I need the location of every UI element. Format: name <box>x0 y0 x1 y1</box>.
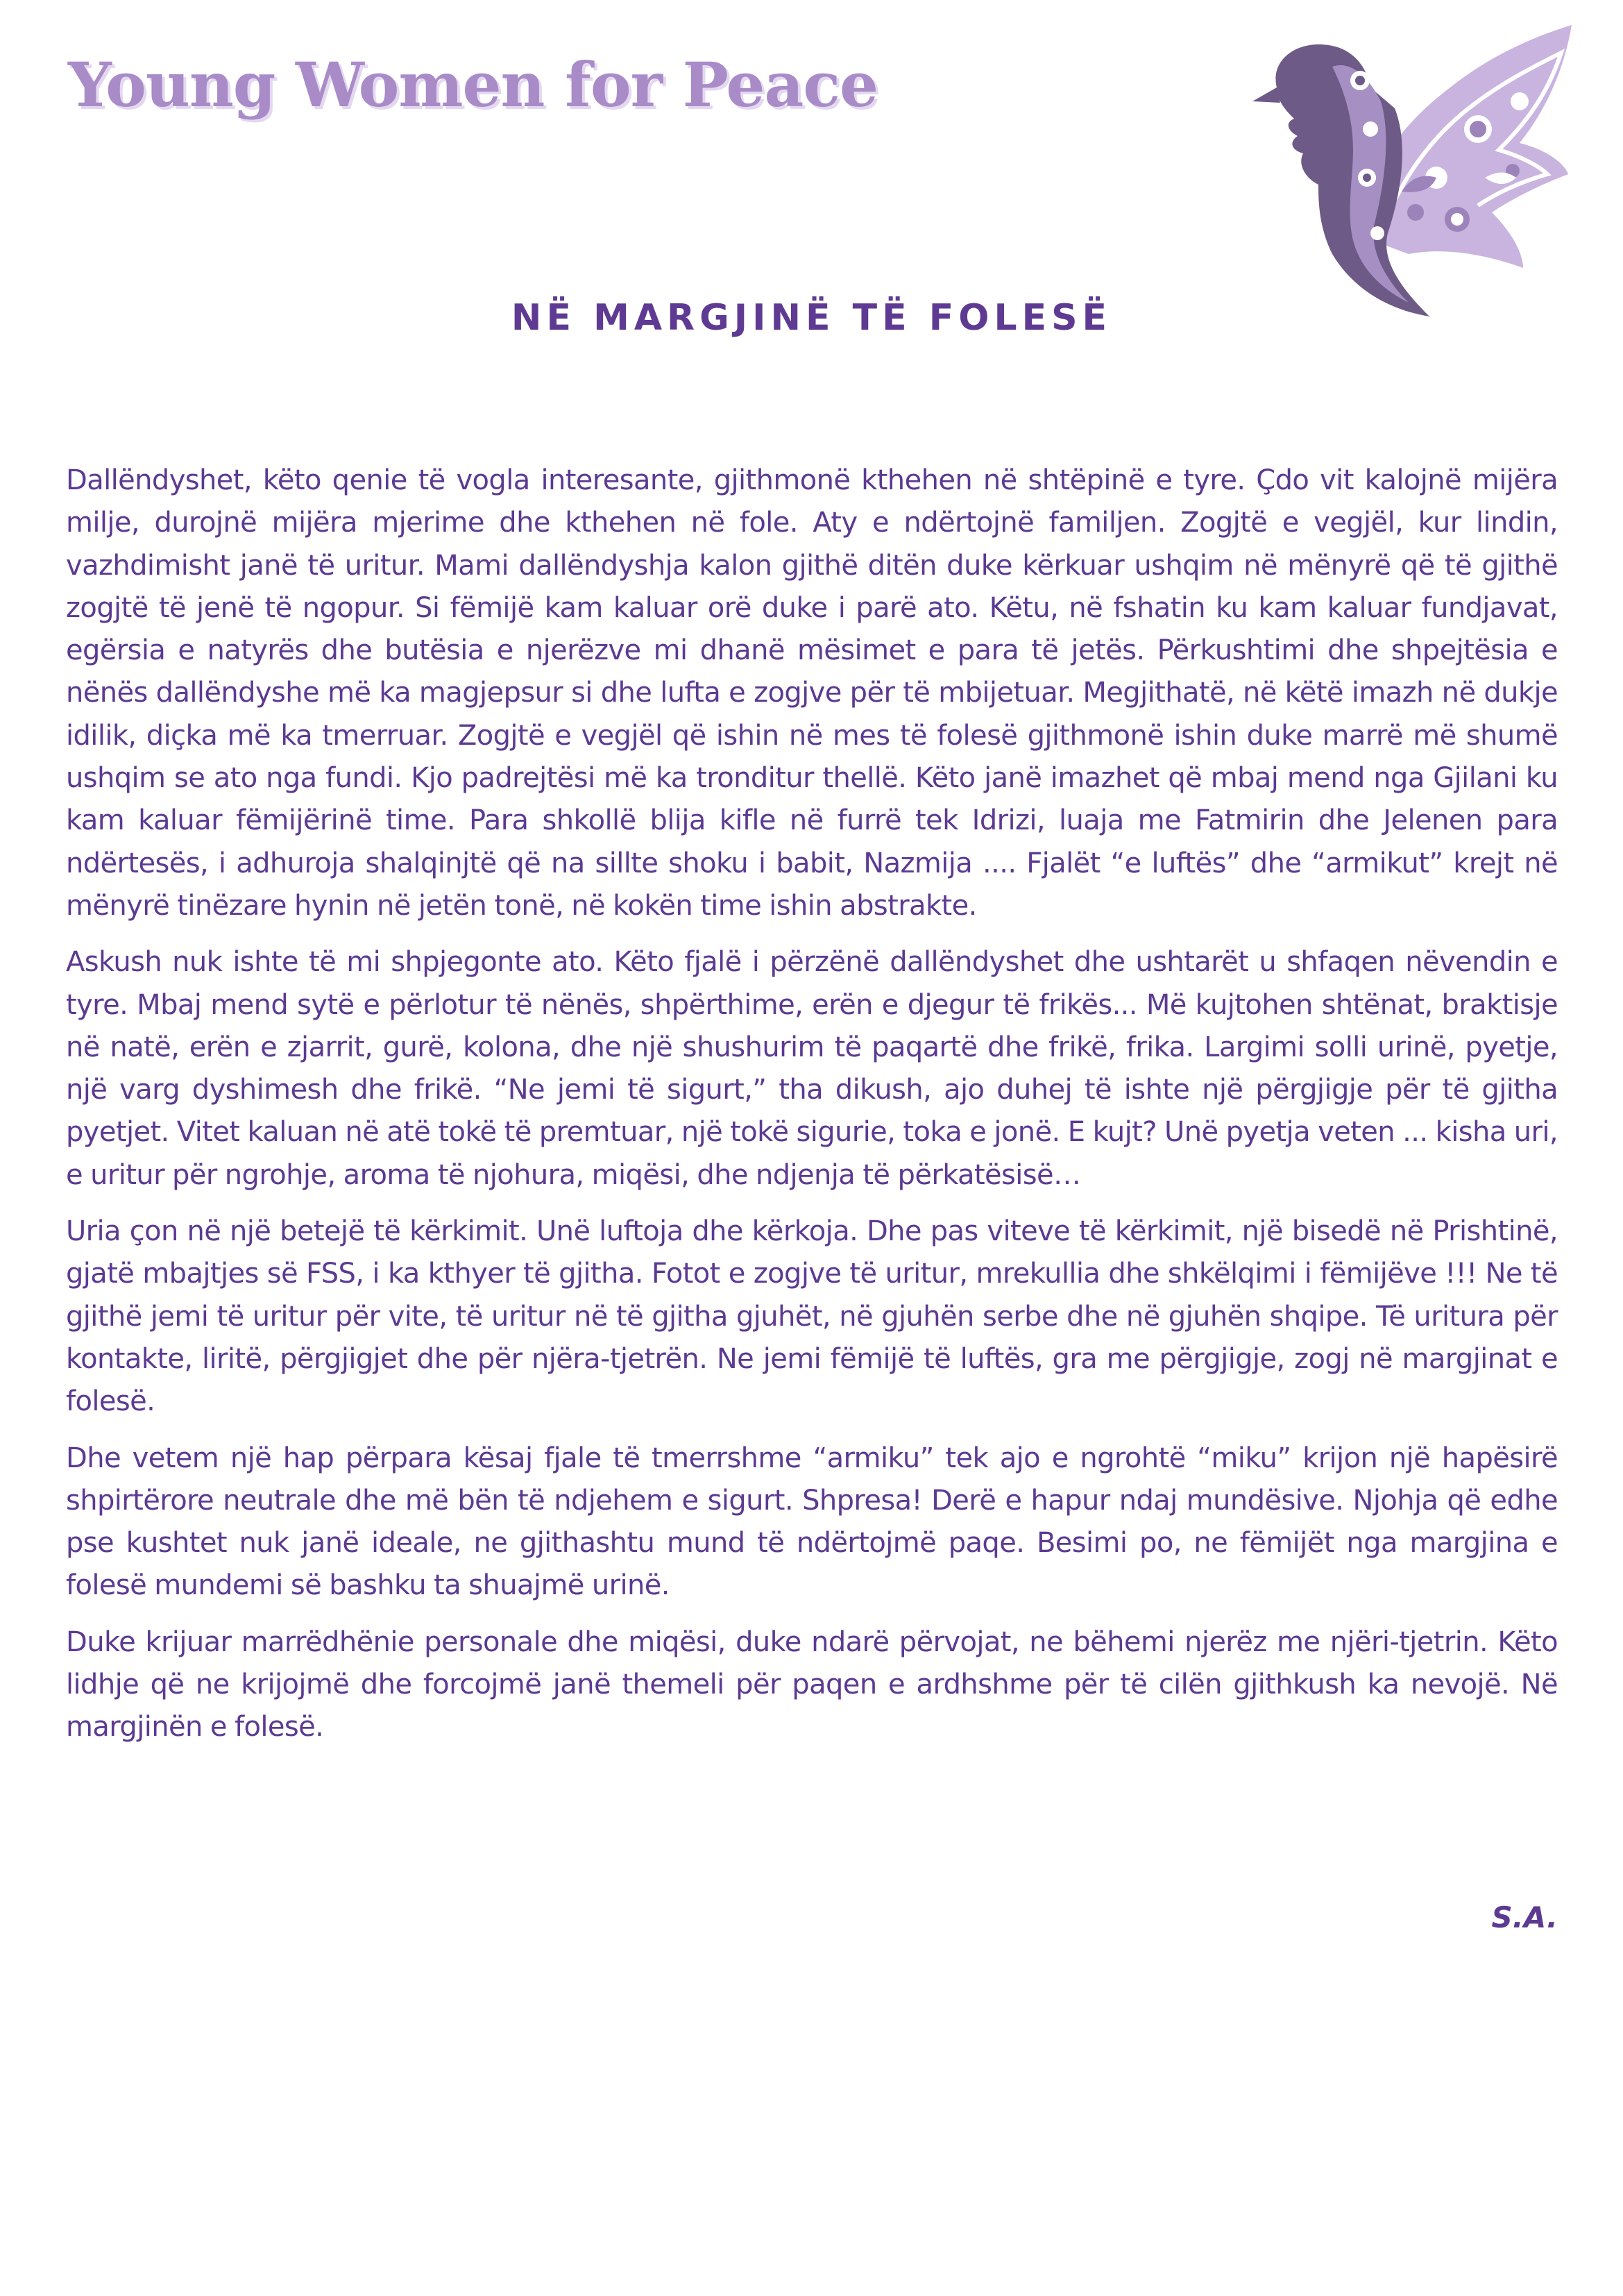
paragraph: Uria çon në një betejë të kërkimit. Unë luftoja dhe kërkoja. Dhe pas viteve të kërkimit, një bisedë në Prishtinë, gjatë mbajtjes së FSS, i ka kthyer të gjitha. Fotot e zogjve të uritur, mrekullia dhe shkëlqimi i fëmijëve !!! Ne të gjithë jemi të uritur për vite, të uritur në të gjitha gjuhët, në gjuhën serbe dhe në gjuhën shqipe. Të uritura për kontakte, liritë, përgjigjet dhe për njëra-tjetrën. Ne jemi fëmijë të luftës, gra me përgjigje, zogj në margjinat e folesë. <box>66 1215 1558 1418</box>
brand-title: Young Women for Peace <box>68 49 878 121</box>
paragraph: Dhe vetem një hap përpara kësaj fjale të tmerrshme “armiku” tek ajo e ngrohtë “miku” krijon një hapësirë shpirtërore neutrale dhe më bën të ndjehem e sigurt. Shpresa! Derë e hapur ndaj mundësive. Njohja që edhe pse kushtet nuk janë ideale, ne gjithashtu mund të ndërtojmë paqe. Besimi po, ne fëmijët nga margjina e folesë mundemi së bashku ta shuajmë urinë. <box>66 1442 1558 1602</box>
article-title: NË MARGJINË TË FOLESË <box>511 297 1112 339</box>
article-body <box>66 459 1558 1763</box>
paragraph: Duke krijuar marrëdhënie personale dhe miqësi, duke ndarë përvojat, ne bëhemi njerëz me njëri-tjetrin. Këto lidhje që ne krijojmë dhe forcojmë janë themeli për paqen e ardhshme për të cilën gjithkush ka nevojë. Në margjinën e folesë. <box>66 1626 1558 1744</box>
paragraph: Dallëndyshet, këto qenie të vogla interesante, gjithmonë kthehen në shtëpinë e tyre. Çdo vit kalojnë mijëra milje, durojnë mijëra mjerime dhe kthehen në fole. Aty e ndërtojnë familjen. Zogjtë e vegjël, kur lindin, vazhdimisht janë të uritur. Mami dallëndyshja kalon gjithë ditën duke kërkuar ushqim në mënyrë që të gjithë zogjtë të jenë të ngopur. Si fëmijë kam kaluar orë duke i parë ato. Këtu, në fshatin ku kam kaluar fundjavat, egërsia e natyrës dhe butësia e njerëzve mi dhanë mësimet e para të jetës. Përkushtimi dhe shpejtësia e nënës dallëndyshe më ka magjepsur si dhe lufta e zogjve për të mbijetuar. Megjithatë, në këtë imazh në dukje idilik, diçka më ka tmerruar. Zogjtë e vegjël që ishin në mes të folesë gjithmonë ishin duke marrë më shumë ushqim se ato nga fundi. Kjo padrejtësi më ka tronditur thellë. Këto janë imazhet që mbaj mend nga Gjilani ku kam kaluar fëmijërinë time. Para shkollë blija kifle në furrë tek Idrizi, luaja me Fatmirin dhe Jelenen para ndërtesës, i adhuroja shalqinjtë që na sillte shoku i babit, Nazmija .... Fjalët “e luftës” dhe “armikut” krejt në mënyrë tinëzare hynin në jetën tonë, në kokën time ishin abstrakte. <box>66 464 1558 922</box>
paragraph: Askush nuk ishte të mi shpjegonte ato. Këto fjalë i përzënë dallëndyshet dhe ushtarët u shfaqen nëvendin e tyre. Mbaj mend sytë e përlotur të nënës, shpërthime, erën e djegur të frikës... Më kujtohen shtënat, braktisje në natë, erën e zjarrit, gurë, kolona, dhe një shushurim të paqartë dhe frikë, frika. Largimi solli urinë, pyetje, një varg dyshimesh dhe frikë. “Ne jemi të sigurt,” tha dikush, ajo duhej të ishte një përgjigje për të gjitha pyetjet. Vitet kaluan në atë tokë të premtuar, një tokë sigurie, toka e jonë. E kujt? Unë pyetja veten ... kisha uri, e uritur për ngrohje, aroma të njohura, miqësi, dhe ndjenja të përkatësisë… <box>66 946 1558 1191</box>
dove-woman-profile-icon <box>1249 25 1575 323</box>
author-signature: S.A. <box>1491 1900 1558 1934</box>
